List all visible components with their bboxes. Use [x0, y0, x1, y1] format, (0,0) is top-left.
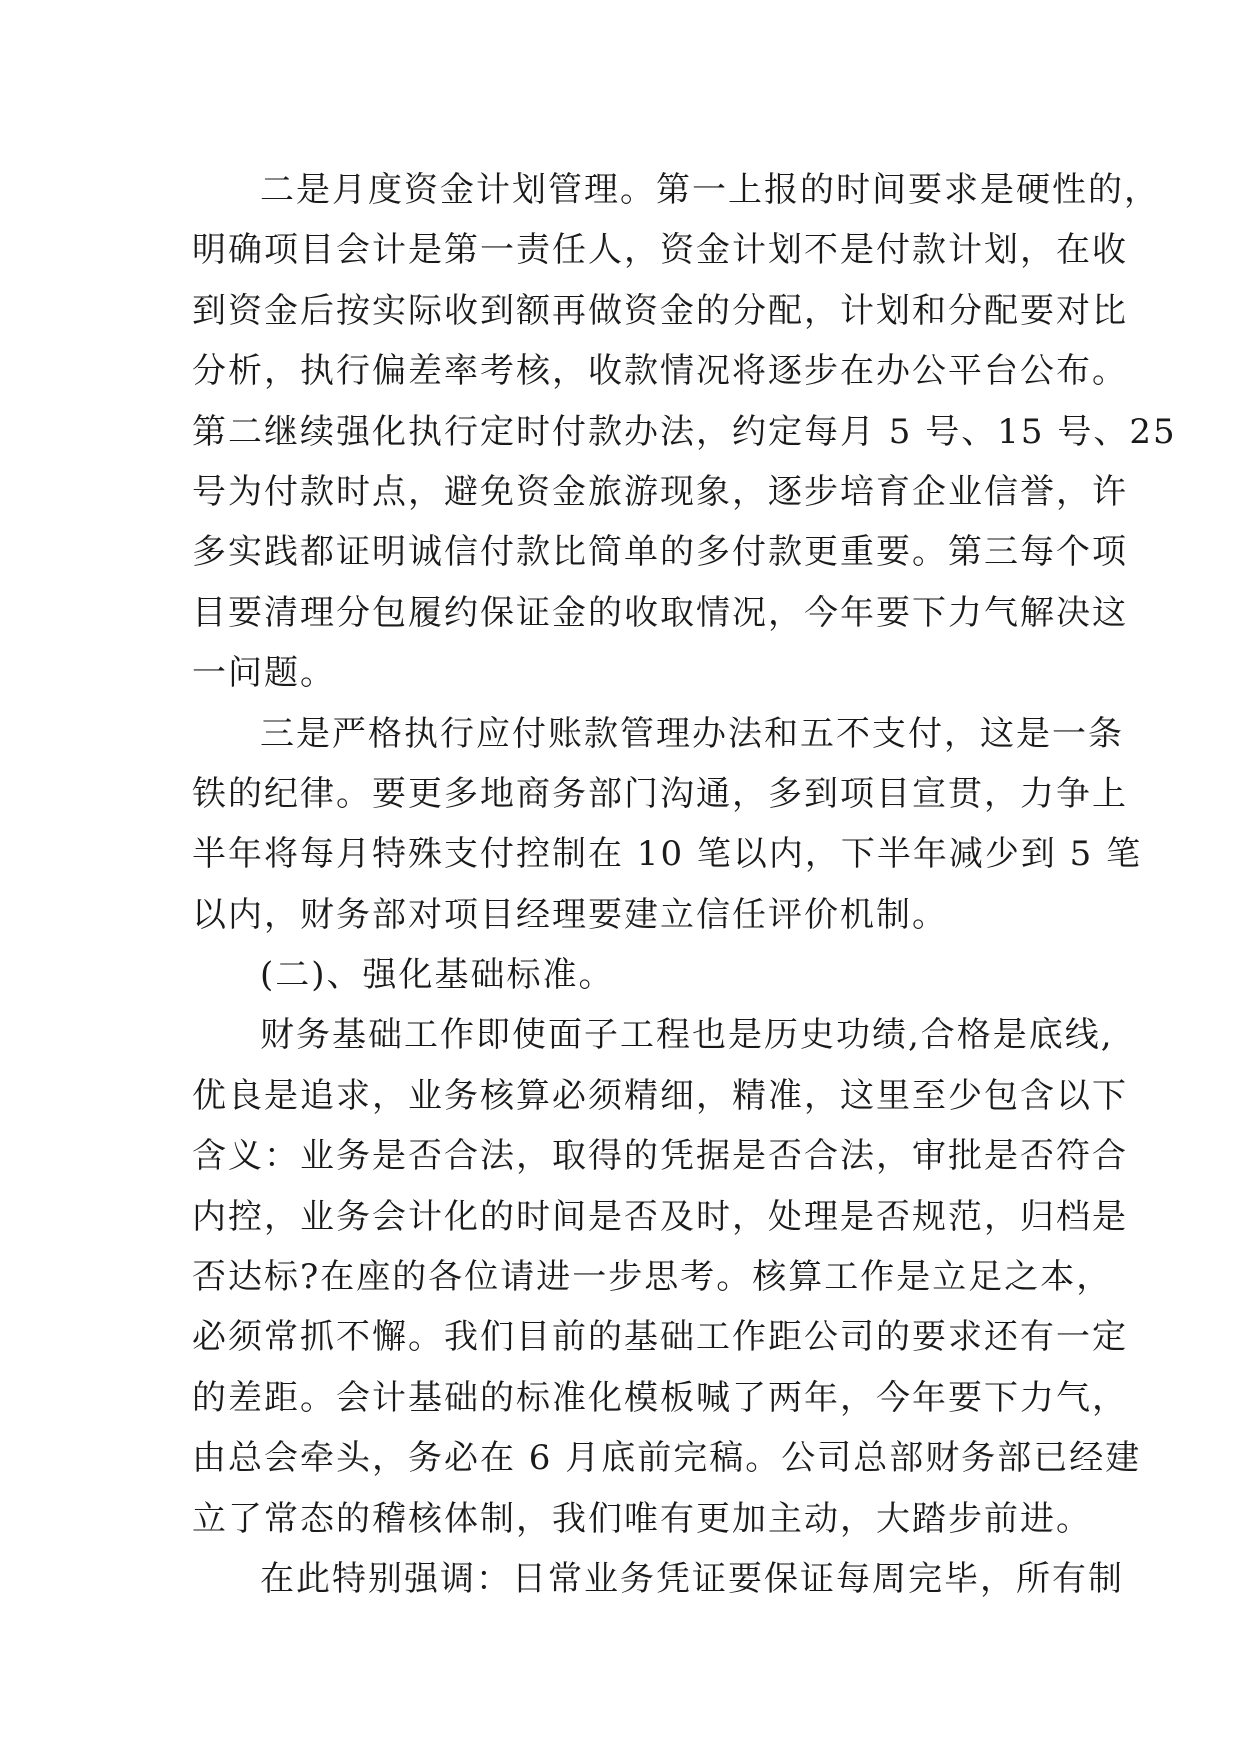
text-line: 分析，执行偏差率考核，收款情况将逐步在办公平台公布。 — [192, 351, 1128, 392]
text-line: 号为付款时点，避免资金旅游现象，逐步培育企业信誉，许 — [192, 471, 1128, 512]
text-line: 否达标?在座的各位请进一步思考。核算工作是立足之本， — [192, 1257, 1113, 1298]
text-line: 立了常态的稽核体制，我们唯有更加主动，大踏步前进。 — [192, 1498, 1092, 1539]
text-line: 的差距。会计基础的标准化模板喊了两年，今年要下力气， — [192, 1377, 1128, 1418]
text-line: 优良是追求，业务核算必须精细，精准，这里至少包含以下 — [192, 1075, 1128, 1116]
text-line: 三是严格执行应付账款管理办法和五不支付，这是一条 — [260, 713, 1124, 754]
text-line: 由总会牵头，务必在 6 月底前完稿。公司总部财务部已经建 — [192, 1438, 1142, 1479]
text-line: 到资金后按实际收到额再做资金的分配，计划和分配要对比 — [192, 290, 1128, 331]
text-line: 半年将每月特殊支付控制在 10 笔以内，下半年减少到 5 笔 — [192, 834, 1143, 875]
section-heading: (二)、强化基础标准。 — [260, 955, 615, 996]
text-line: 明确项目会计是第一责任人，资金计划不是付款计划，在收 — [192, 230, 1128, 271]
text-line: 在此特别强调：日常业务凭证要保证每周完毕，所有制 — [260, 1558, 1124, 1599]
text-line: 一问题。 — [192, 653, 336, 694]
text-line: 以内，财务部对项目经理要建立信任评价机制。 — [192, 894, 948, 935]
text-line: 内控，业务会计化的时间是否及时，处理是否规范，归档是 — [192, 1196, 1128, 1237]
text-line: 目要清理分包履约保证金的收取情况，今年要下力气解决这 — [192, 592, 1128, 633]
text-line: 铁的纪律。要更多地商务部门沟通，多到项目宣贯，力争上 — [192, 773, 1128, 814]
text-line: 第二继续强化执行定时付款办法，约定每月 5 号、15 号、25 — [192, 411, 1177, 452]
text-line: 二是月度资金计划管理。第一上报的时间要求是硬性的， — [260, 170, 1160, 210]
text-line: 必须常抓不懈。我们目前的基础工作距公司的要求还有一定 — [192, 1317, 1128, 1358]
text-line: 含义：业务是否合法，取得的凭据是否合法，审批是否符合 — [192, 1136, 1128, 1177]
text-line: 财务基础工作即使面子工程也是历史功绩,合格是底线, — [260, 1015, 1114, 1056]
text-line: 多实践都证明诚信付款比简单的多付款更重要。第三每个项 — [192, 532, 1128, 573]
document-body — [192, 160, 1177, 1609]
